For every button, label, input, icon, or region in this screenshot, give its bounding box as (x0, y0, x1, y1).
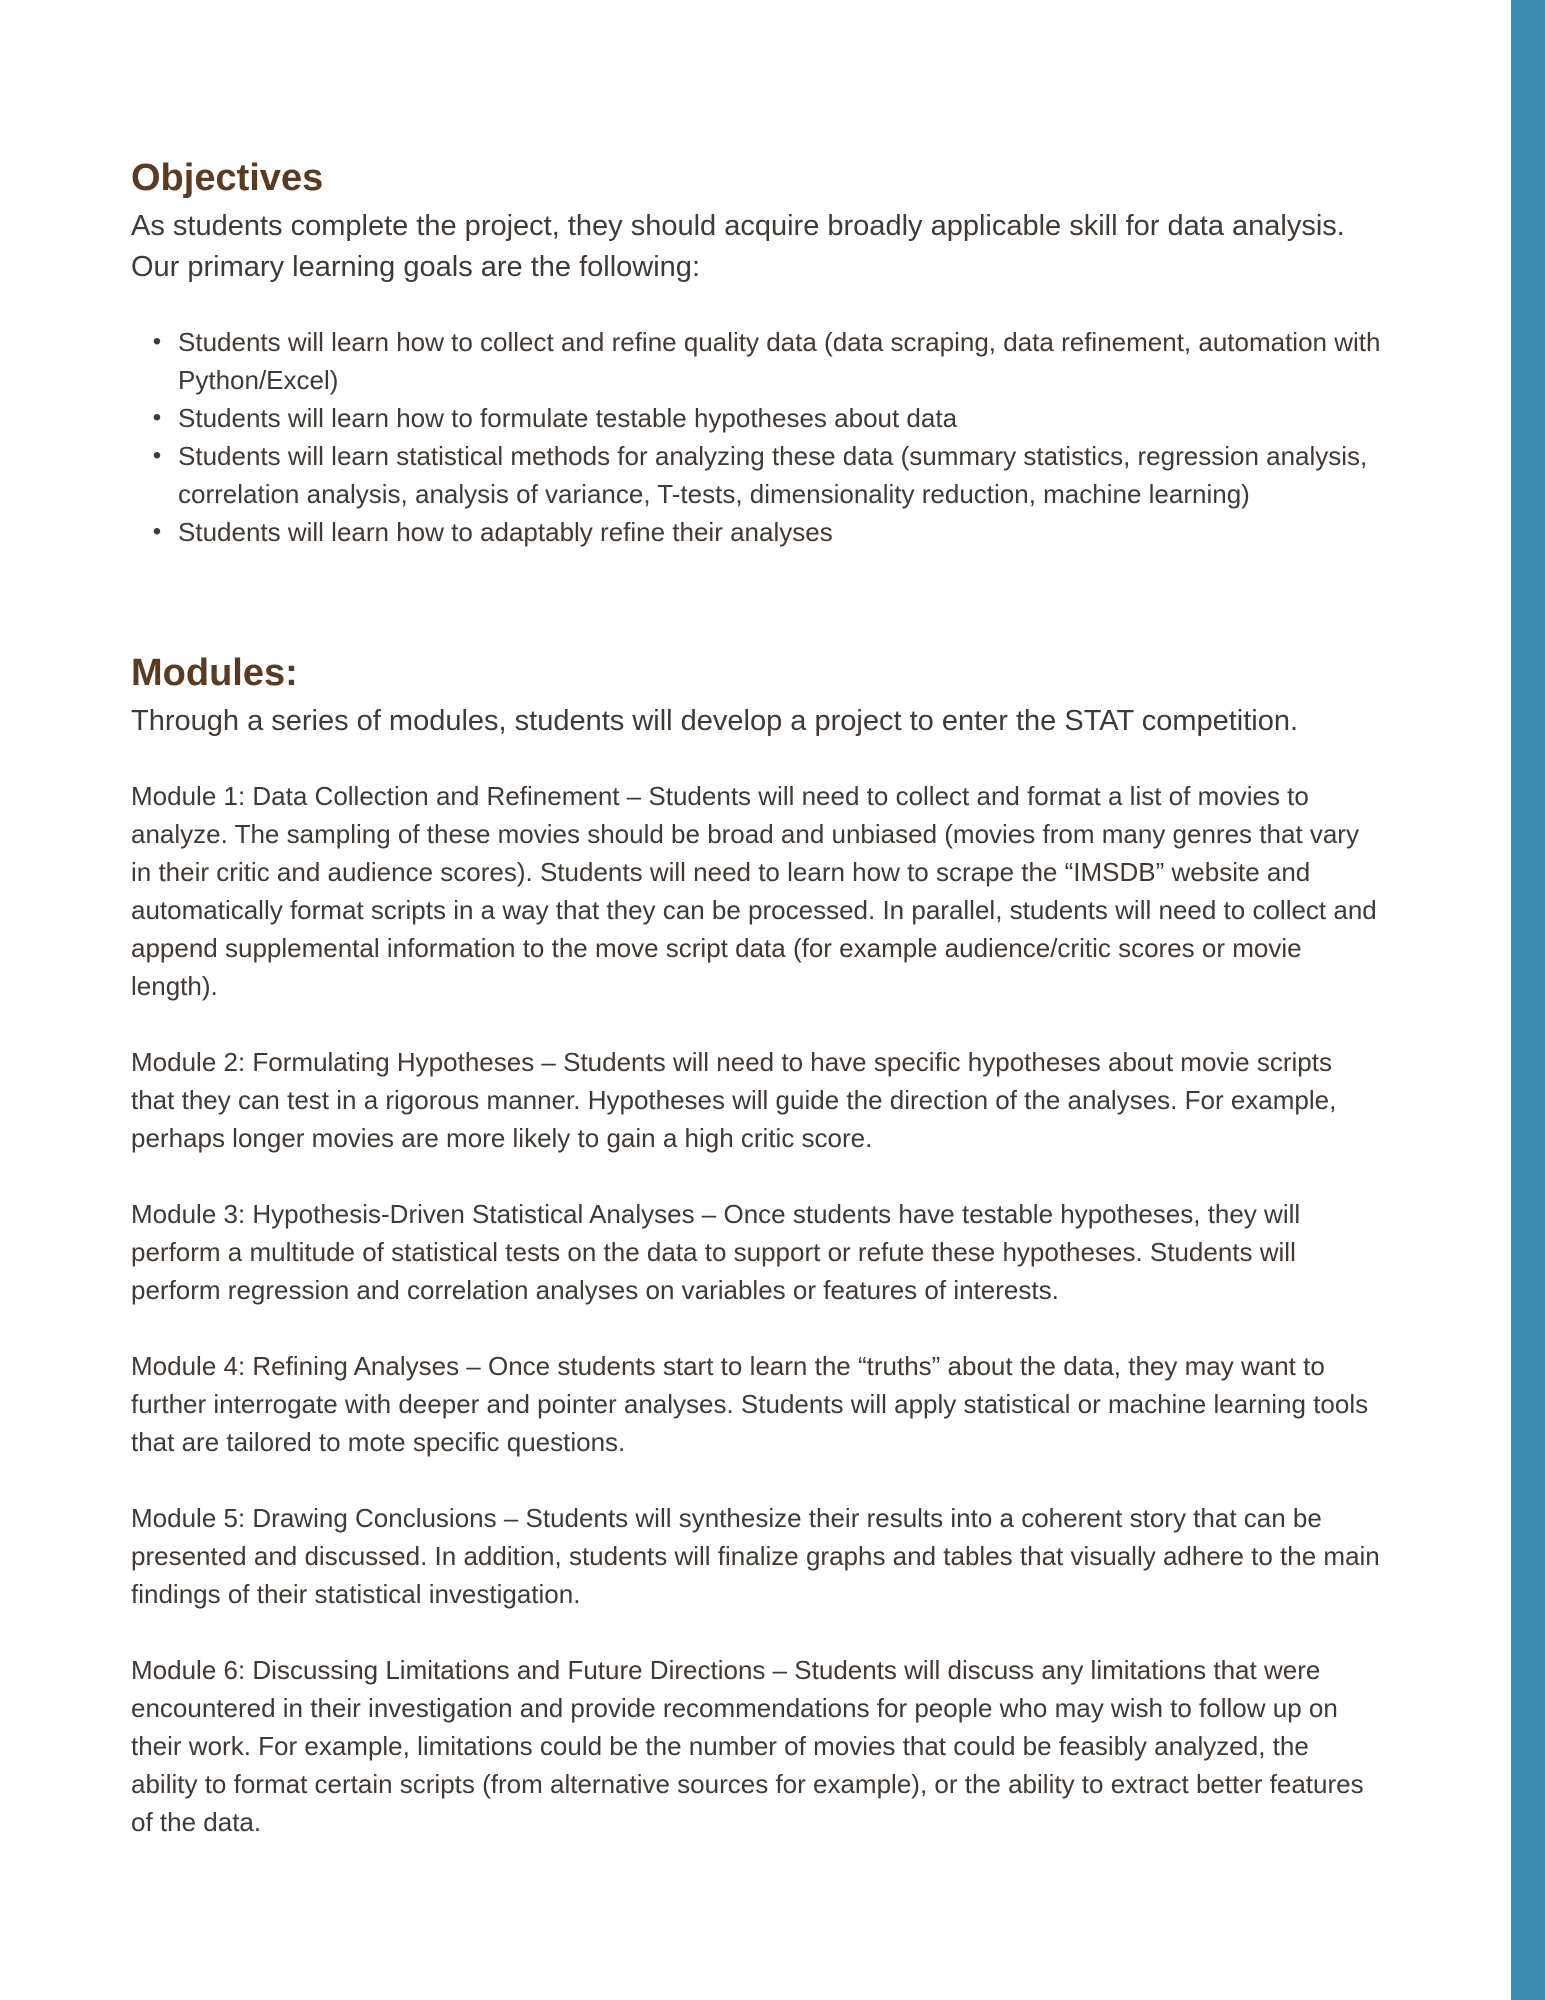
goal-text: Students will learn how to formulate testable hypotheses about data (178, 403, 958, 433)
module-6-description: Module 6: Discussing Limitations and Future Directions – Students will discuss any limitations that were encountered in their investigation and provide recommendations for people who may wish to follow up on their work. For example, limitations could be the number of movies that could be feasibly analyzed, the ability to format certain scripts (from alternative sources for example), or the ability to extract better features of the data. (131, 1655, 1364, 1837)
module-4-description: Module 4: Refining Analyses – Once students start to learn the “truths” about the data, they may want to further interrogate with deeper and pointer analyses. Students will apply statistical or machine learning tools that are tailored to mote specific questions. (131, 1351, 1369, 1457)
page-content (131, 150, 1381, 1841)
module-5-description: Module 5: Drawing Conclusions – Students will synthesize their results into a coherent story that can be presented and discussed. In addition, students will finalize graphs and tables that visually adhere to the main findings of their statistical investigation. (131, 1503, 1380, 1609)
side-accent-bar (1511, 0, 1545, 2000)
bullet-icon: • (152, 404, 162, 431)
goal-text: Students will learn statistical methods for analyzing these data (summary statistics, regression analysis, correlation analysis, analysis of variance, T-tests, dimensionality reduction, machine learning) (178, 441, 1368, 509)
bullet-icon: • (152, 518, 162, 545)
list-item (152, 513, 1381, 551)
modules-section (131, 645, 1381, 1841)
list-item (152, 437, 1381, 513)
objectives-section (131, 150, 1381, 551)
modules-heading: Modules: (131, 652, 298, 694)
module-2-description: Module 2: Formulating Hypotheses – Students will need to have specific hypotheses about movie scripts that they can test in a rigorous manner. Hypotheses will guide the direction of the analyses. For example, perhaps longer movies are more likely to gain a high critic score. (131, 1047, 1337, 1153)
bullet-icon: • (152, 328, 162, 355)
list-item (152, 399, 1381, 437)
list-item (152, 323, 1381, 399)
goal-text: Students will learn how to collect and refine quality data (data scraping, data refinement, automation with Python/Excel) (178, 327, 1381, 395)
module-1-description: Module 1: Data Collection and Refinement – Students will need to collect and format a list of movies to analyze. The sampling of these movies should be broad and unbiased (movies from many genres that vary in their critic and audience scores). Students will need to learn how to scrape the “IMSDB” website and automatically format scripts in a way that they can be processed. In parallel, students will need to collect and append supplemental information to the move script data (for example audience/critic scores or movie length). (131, 781, 1377, 1001)
goal-text: Students will learn how to adaptably refine their analyses (178, 517, 833, 547)
objectives-heading: Objectives (131, 157, 324, 199)
bullet-icon: • (152, 442, 162, 469)
objectives-intro: As students complete the project, they should acquire broadly applicable skill for data analysis. Our primary learning goals are the following: (131, 210, 1345, 283)
module-3-description: Module 3: Hypothesis-Driven Statistical Analyses – Once students have testable hypotheses, they will perform a multitude of statistical tests on the data to support or refute these hypotheses. Students will perform regression and correlation analyses on variables or features of interests. (131, 1199, 1301, 1305)
learning-goals-list (131, 323, 1381, 551)
modules-intro: Through a series of modules, students will develop a project to enter the STAT competition. (131, 705, 1299, 737)
